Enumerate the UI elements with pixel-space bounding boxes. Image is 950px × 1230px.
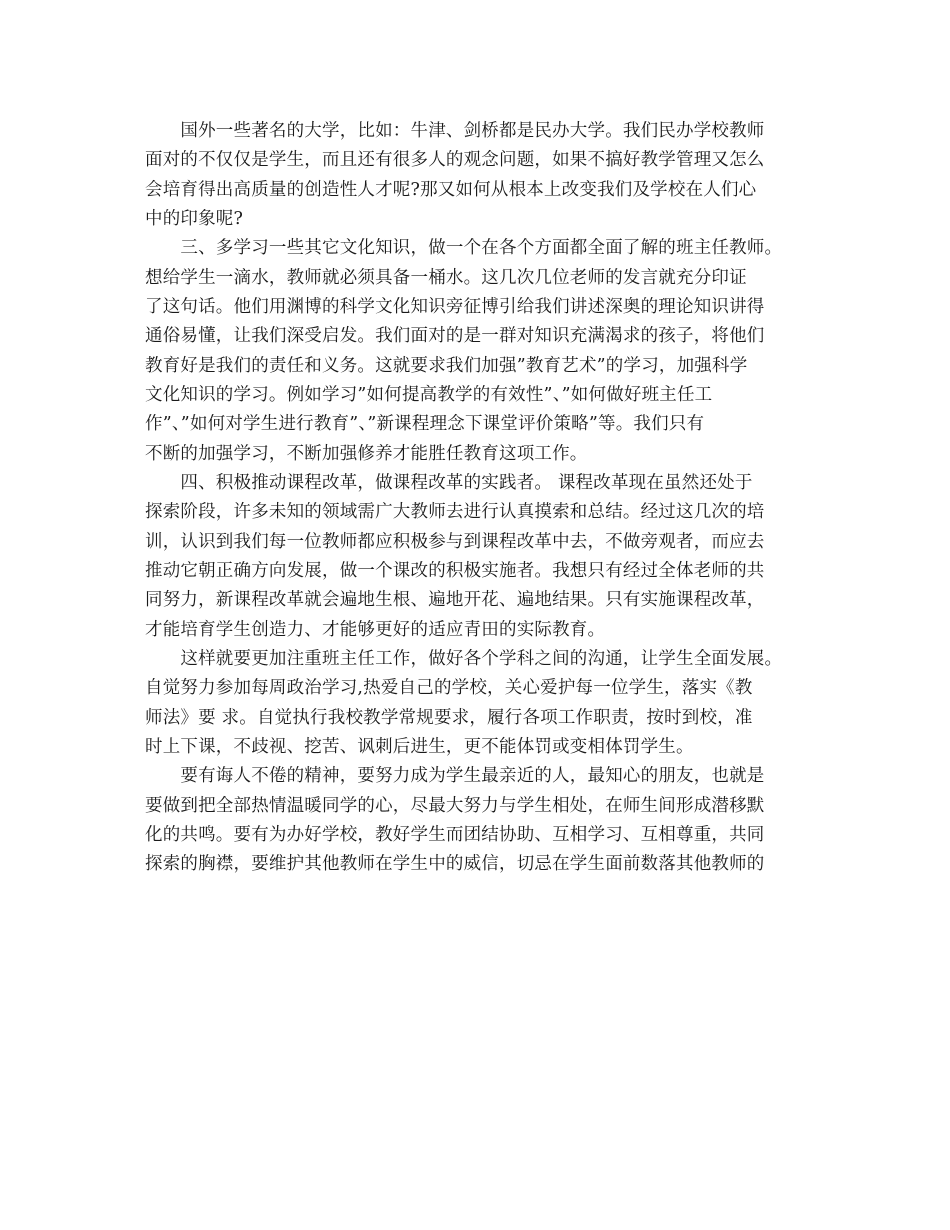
text-line: 文化知识的学习。例如学习”如何提高教学的有效性”、”如何做好班主任工 bbox=[145, 385, 713, 405]
text-line: 时上下课，不歧视、挖苦、讽刺后进生，更不能体罚或变相体罚学生。 bbox=[145, 737, 694, 757]
text-line: 中的印象呢? bbox=[145, 209, 244, 229]
text-line: 同努力，新课程改革就会遍地生根、遍地开花、遍地结果。只有实施课程改革， bbox=[145, 590, 765, 610]
text-line: 自觉努力参加每周政治学习,热爱自己的学校，关心爱护每一位学生，落实《教 bbox=[145, 678, 753, 698]
text-line: 教育好是我们的责任和义务。这就要求我们加强”教育艺术”的学习，加强科学 bbox=[145, 356, 748, 376]
text-line: 三、多学习一些其它文化知识，做一个在各个方面都全面了解的班主任教师。 bbox=[145, 238, 783, 258]
text-line: 化的共鸣。要有为办好学校，教好学生而团结协助、互相学习、互相尊重，共同 bbox=[145, 825, 765, 845]
text-line: 作”、”如何对学生进行教育”、”新课程理念下课堂评价策略”等。我们只有 bbox=[145, 414, 705, 434]
text-line: 会培育得出高质量的创造性人才呢?那又如何从根本上改变我们及学校在人们心 bbox=[145, 180, 757, 200]
text-line: 师法》要 求。自觉执行我校教学常规要求，履行各项工作职责，按时到校，准 bbox=[145, 708, 753, 728]
text-line: 才能培育学生创造力、才能够更好的适应青田的实际教育。 bbox=[145, 620, 606, 640]
text-line: 通俗易懂，让我们深受启发。我们面对的是一群对知识充满渴求的孩子，将他们 bbox=[145, 326, 765, 346]
text-line: 要做到把全部热情温暖同学的心，尽最大努力与学生相处，在师生间形成潜移默 bbox=[145, 796, 765, 816]
text-line: 这样就要更加注重班主任工作，做好各个学科之间的沟通，让学生全面发展。 bbox=[145, 649, 783, 669]
text-line: 国外一些著名的大学，比如：牛津、剑桥都是民办大学。我们民办学校教师 bbox=[145, 121, 765, 141]
text-line: 推动它朝正确方向发展，做一个课改的积极实施者。我想只有经过全体老师的共 bbox=[145, 561, 765, 581]
text-line: 了这句话。他们用渊博的科学文化知识旁征博引给我们讲述深奥的理论知识讲得 bbox=[145, 297, 765, 317]
text-line: 不断的加强学习，不断加强修养才能胜任教育这项工作。 bbox=[145, 444, 588, 464]
text-line: 面对的不仅仅是学生，而且还有很多人的观念问题，如果不搞好教学管理又怎么 bbox=[145, 150, 765, 170]
text-line: 想给学生一滴水，教师就必须具备一桶水。这几次几位老师的发言就充分印证 bbox=[145, 268, 747, 288]
text-line: 四、积极推动课程改革，做课程改革的实践者。 课程改革现在虽然还处于 bbox=[145, 473, 753, 493]
text-line: 要有诲人不倦的精神，要努力成为学生最亲近的人，最知心的朋友，也就是 bbox=[145, 766, 765, 786]
text-line: 探索阶段，许多未知的领域需广大教师去进行认真摸索和总结。经过这几次的培 bbox=[145, 502, 765, 522]
text-line: 训，认识到我们每一位教师都应积极参与到课程改革中去，不做旁观者，而应去 bbox=[145, 532, 765, 552]
text-line: 探索的胸襟，要维护其他教师在学生中的威信，切忌在学生面前数落其他教师的 bbox=[145, 854, 765, 874]
